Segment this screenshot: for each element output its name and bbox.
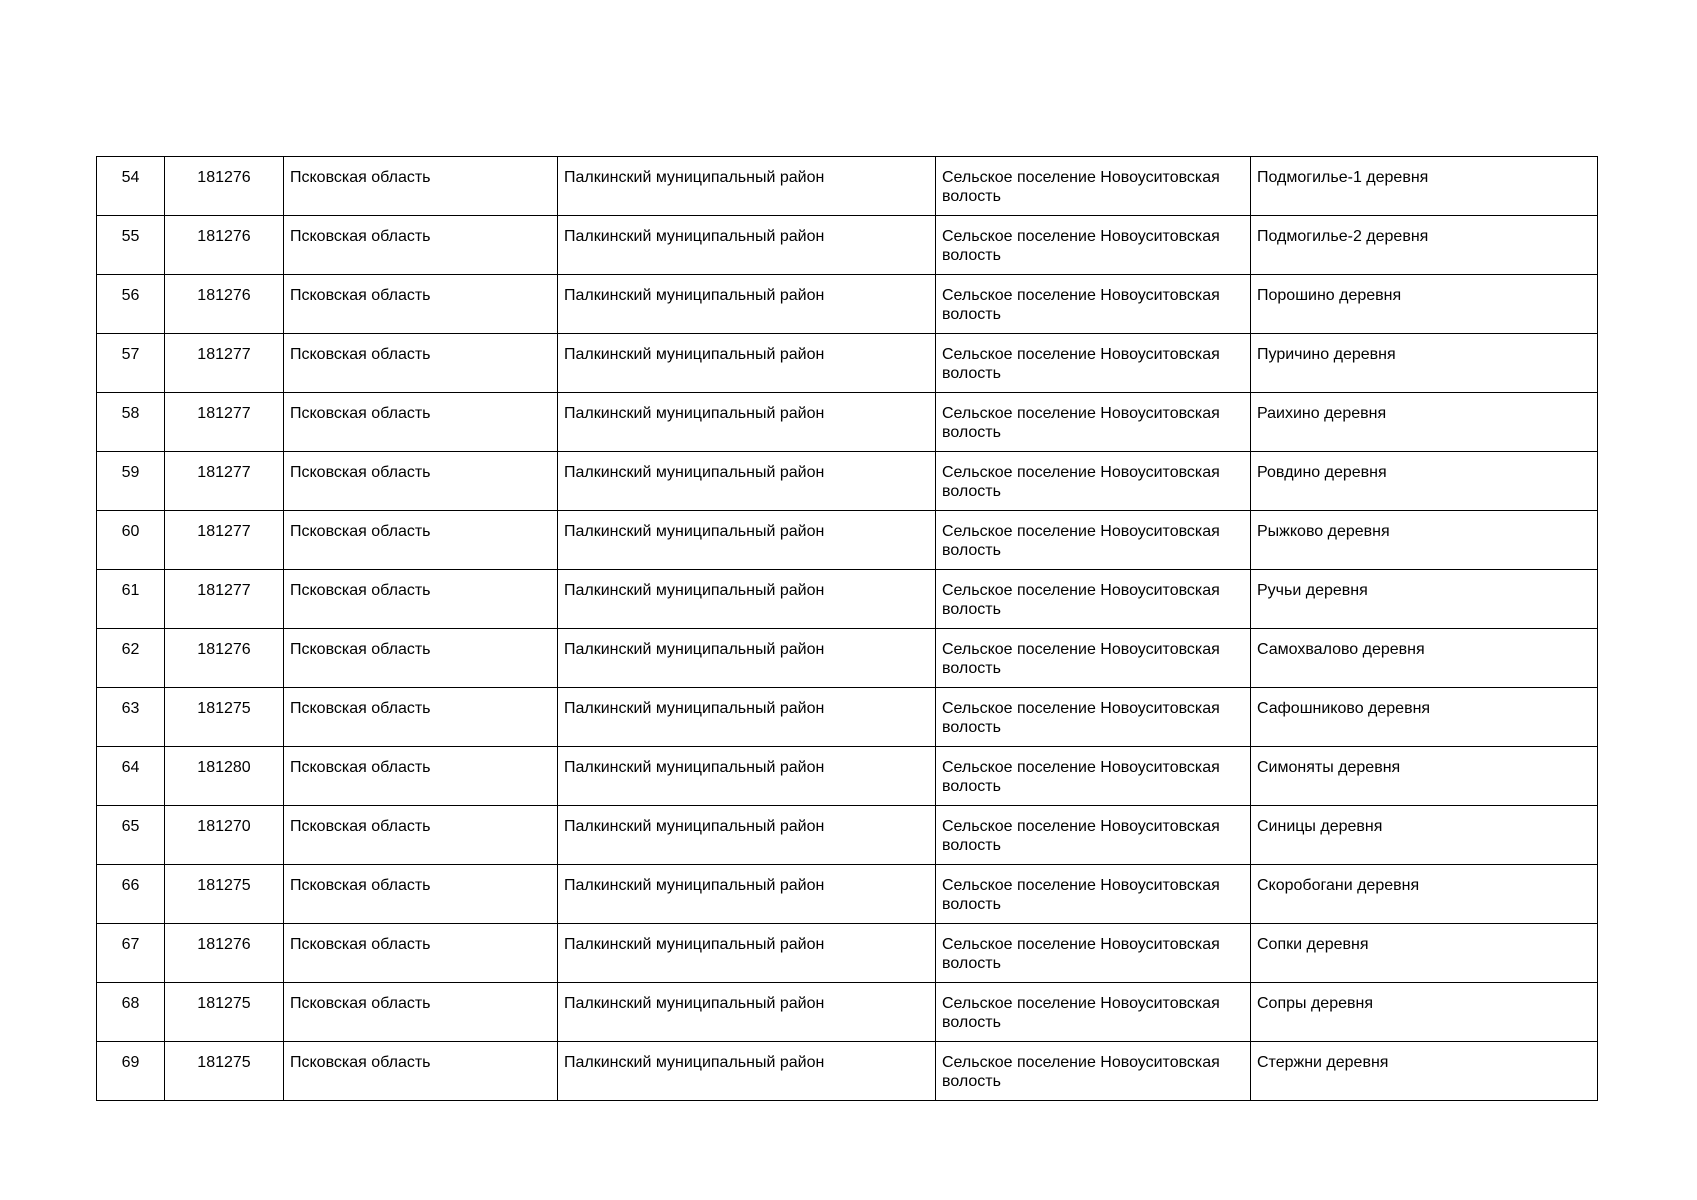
postal-index-cell: 181276 [165,275,284,334]
settlement-cell: Сельское поселение Новоуситовская волость [936,865,1251,924]
district-cell: Палкинский муниципальный район [558,983,936,1042]
postal-index-cell: 181276 [165,924,284,983]
table-row [97,865,1598,924]
row-number-cell: 61 [97,570,165,629]
postal-index-cell: 181277 [165,570,284,629]
settlement-cell: Сельское поселение Новоуситовская волость [936,688,1251,747]
region-cell: Псковская область [284,570,558,629]
locality-cell: Ручьи деревня [1251,570,1598,629]
row-number-cell: 55 [97,216,165,275]
region-cell: Псковская область [284,747,558,806]
region-cell: Псковская область [284,806,558,865]
postal-index-cell: 181276 [165,216,284,275]
table-row [97,688,1598,747]
postal-index-cell: 181280 [165,747,284,806]
district-cell: Палкинский муниципальный район [558,452,936,511]
table-row [97,924,1598,983]
region-cell: Псковская область [284,393,558,452]
settlement-cell: Сельское поселение Новоуситовская волость [936,511,1251,570]
row-number-cell: 68 [97,983,165,1042]
settlements-table [96,156,1598,1101]
region-cell: Псковская область [284,688,558,747]
row-number-cell: 57 [97,334,165,393]
table-row [97,747,1598,806]
region-cell: Псковская область [284,275,558,334]
settlement-cell: Сельское поселение Новоуситовская волость [936,275,1251,334]
table-row [97,216,1598,275]
settlement-cell: Сельское поселение Новоуситовская волость [936,806,1251,865]
settlement-cell: Сельское поселение Новоуситовская волость [936,157,1251,216]
locality-cell: Подмогилье-2 деревня [1251,216,1598,275]
settlement-cell: Сельское поселение Новоуситовская волость [936,393,1251,452]
locality-cell: Пуричино деревня [1251,334,1598,393]
row-number-cell: 54 [97,157,165,216]
table-row [97,393,1598,452]
table-row [97,1042,1598,1101]
table-row [97,511,1598,570]
district-cell: Палкинский муниципальный район [558,393,936,452]
locality-cell: Раихино деревня [1251,393,1598,452]
locality-cell: Рыжково деревня [1251,511,1598,570]
locality-cell: Синицы деревня [1251,806,1598,865]
row-number-cell: 62 [97,629,165,688]
postal-index-cell: 181275 [165,688,284,747]
postal-index-cell: 181270 [165,806,284,865]
settlement-cell: Сельское поселение Новоуситовская волость [936,983,1251,1042]
district-cell: Палкинский муниципальный район [558,924,936,983]
settlement-cell: Сельское поселение Новоуситовская волость [936,1042,1251,1101]
district-cell: Палкинский муниципальный район [558,747,936,806]
table-row [97,334,1598,393]
region-cell: Псковская область [284,157,558,216]
district-cell: Палкинский муниципальный район [558,157,936,216]
table-row [97,452,1598,511]
settlement-cell: Сельское поселение Новоуситовская волость [936,452,1251,511]
table-row [97,275,1598,334]
row-number-cell: 58 [97,393,165,452]
district-cell: Палкинский муниципальный район [558,629,936,688]
district-cell: Палкинский муниципальный район [558,688,936,747]
postal-index-cell: 181277 [165,511,284,570]
district-cell: Палкинский муниципальный район [558,275,936,334]
district-cell: Палкинский муниципальный район [558,511,936,570]
district-cell: Палкинский муниципальный район [558,570,936,629]
locality-cell: Сопры деревня [1251,983,1598,1042]
locality-cell: Симоняты деревня [1251,747,1598,806]
region-cell: Псковская область [284,1042,558,1101]
region-cell: Псковская область [284,924,558,983]
region-cell: Псковская область [284,983,558,1042]
postal-index-cell: 181275 [165,865,284,924]
postal-index-cell: 181277 [165,393,284,452]
region-cell: Псковская область [284,216,558,275]
settlement-cell: Сельское поселение Новоуситовская волость [936,216,1251,275]
locality-cell: Скоробогани деревня [1251,865,1598,924]
row-number-cell: 59 [97,452,165,511]
postal-index-cell: 181276 [165,629,284,688]
postal-index-cell: 181277 [165,452,284,511]
region-cell: Псковская область [284,452,558,511]
district-cell: Палкинский муниципальный район [558,865,936,924]
table-row [97,806,1598,865]
region-cell: Псковская область [284,629,558,688]
row-number-cell: 60 [97,511,165,570]
locality-cell: Самохвалово деревня [1251,629,1598,688]
region-cell: Псковская область [284,511,558,570]
table-row [97,629,1598,688]
row-number-cell: 67 [97,924,165,983]
row-number-cell: 66 [97,865,165,924]
table-row [97,570,1598,629]
row-number-cell: 69 [97,1042,165,1101]
district-cell: Палкинский муниципальный район [558,806,936,865]
locality-cell: Стержни деревня [1251,1042,1598,1101]
row-number-cell: 65 [97,806,165,865]
region-cell: Псковская область [284,865,558,924]
table-row [97,983,1598,1042]
locality-cell: Сопки деревня [1251,924,1598,983]
region-cell: Псковская область [284,334,558,393]
row-number-cell: 56 [97,275,165,334]
locality-cell: Порошино деревня [1251,275,1598,334]
postal-index-cell: 181275 [165,1042,284,1101]
settlement-cell: Сельское поселение Новоуситовская волость [936,570,1251,629]
row-number-cell: 63 [97,688,165,747]
locality-cell: Ровдино деревня [1251,452,1598,511]
postal-index-cell: 181275 [165,983,284,1042]
table-row [97,157,1598,216]
settlement-cell: Сельское поселение Новоуситовская волость [936,747,1251,806]
locality-cell: Сафошниково деревня [1251,688,1598,747]
postal-index-cell: 181276 [165,157,284,216]
table-body [97,157,1598,1101]
row-number-cell: 64 [97,747,165,806]
settlement-cell: Сельское поселение Новоуситовская волость [936,924,1251,983]
settlement-cell: Сельское поселение Новоуситовская волость [936,334,1251,393]
district-cell: Палкинский муниципальный район [558,1042,936,1101]
postal-index-cell: 181277 [165,334,284,393]
district-cell: Палкинский муниципальный район [558,216,936,275]
settlement-cell: Сельское поселение Новоуситовская волость [936,629,1251,688]
district-cell: Палкинский муниципальный район [558,334,936,393]
locality-cell: Подмогилье-1 деревня [1251,157,1598,216]
